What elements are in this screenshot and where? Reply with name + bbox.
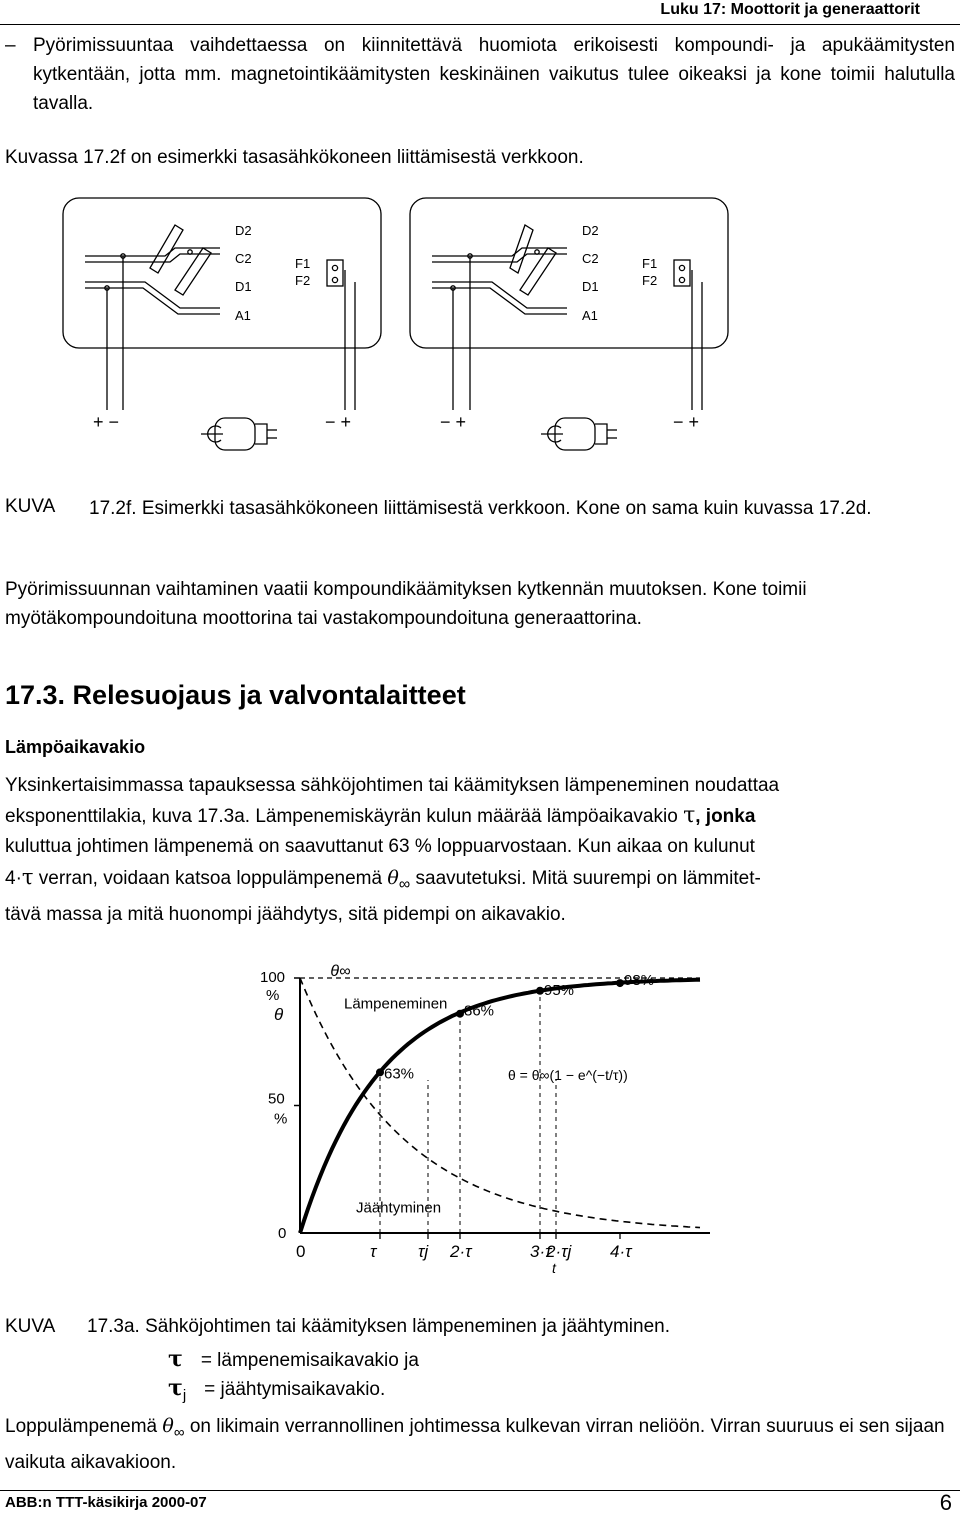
tau-symbol: τ: [683, 803, 696, 828]
section-paragraph: [5, 771, 955, 930]
subheading: Lämpöaikavakio: [5, 737, 146, 757]
link-bar: [150, 225, 183, 273]
running-header: Luku 17: Moottorit ja generaattorit: [660, 1, 920, 18]
supply-polarity: − +: [325, 412, 352, 432]
terminal-label: A1: [582, 308, 598, 323]
x-tick-label: 4·τ: [610, 1242, 632, 1261]
tau-subscript: j: [182, 1386, 187, 1404]
annotation-63: 63%: [384, 1065, 415, 1083]
link-bar: [175, 248, 211, 295]
y-tick-label: 100: [260, 969, 286, 986]
terminal-dot: [332, 277, 337, 282]
heating-point: [456, 1010, 464, 1018]
motor-symbol: [201, 418, 277, 450]
dash-list-item: [5, 31, 955, 118]
x-tick-label: 2·τj: [546, 1242, 572, 1261]
heating-point: [536, 987, 544, 995]
supply-polarity: − +: [673, 412, 700, 432]
terminal-dot: [679, 265, 684, 270]
field-label: F1: [642, 256, 658, 271]
x-axis-label: t: [552, 1260, 556, 1275]
motor-symbol: [541, 418, 617, 450]
annotation-98: 98%: [624, 972, 655, 990]
text-line: eksponenttilakia, kuva 17.3a. Lämpenemiskäyrän kulun määrää lämpöaikavakio τ, jonka: [5, 803, 756, 828]
annotation-86: 86%: [464, 1002, 495, 1020]
annotation-theta-inf: θ∞: [330, 963, 351, 980]
intro-paragraph: Kuvassa 17.2f on esimerkki tasasähkökoneen liittämisestä verkkoon.: [5, 147, 584, 168]
tau-symbol: τ: [21, 865, 34, 889]
figure-caption-text: 17.3a. Sähköjohtimen tai käämityksen lämpeneminen ja jäähtyminen.: [87, 1316, 670, 1337]
x-tick-label: τj: [418, 1242, 429, 1261]
infinity-subscript: ∞: [398, 875, 411, 893]
terminal-label: D2: [235, 223, 252, 238]
bus-line: [85, 254, 220, 262]
series-label-cooling: Jäähtyminen: [356, 1199, 442, 1217]
heating-point: [616, 979, 624, 987]
dash-marker: –: [5, 35, 16, 56]
tau-symbol: τ: [168, 1375, 183, 1401]
terminal-label: C2: [582, 251, 599, 266]
x-tick-label: 3·τ: [530, 1242, 552, 1261]
figure-caption-text: [89, 494, 889, 523]
definition-line: $\tau_j$ = jäähtymisaikavakio.: [168, 1375, 386, 1404]
section-heading: 17.3. Relesuojaus ja valvontalaitteet: [5, 680, 466, 710]
text-line: 4·τ verran, voidaan katsoa loppulämpenemä $\theta_\infty$ saavutetuksi. Mitä suurempi on lämmitet-: [5, 865, 761, 893]
text-line: Yksinkertaisimmassa tapauksessa sähköjohtimen tai käämityksen lämpeneminen noudattaa: [5, 775, 780, 796]
heating-cooling-chart: [250, 955, 730, 1275]
terminal-box-right: [410, 198, 728, 348]
terminal-box-left: [63, 198, 381, 348]
text-line: tävä massa ja mitä huonompi jäähdytys, sitä pidempi on aikavakio.: [5, 903, 566, 925]
infinity-subscript: ∞: [173, 1423, 185, 1441]
series-label-heating: Lämpeneminen: [344, 995, 448, 1013]
x-tick-label: τ: [370, 1242, 377, 1261]
figure-caption-label: KUVA: [5, 496, 56, 517]
terminal-label: D1: [582, 279, 599, 294]
dash-item-text: Pyörimissuuntaa vaihdettaessa on kiinnitettävä huomiota erikoisesti kompoundi- ja apukäämitysten kytkentään, jotta mm. magnetointikäämitysten keskinäinen vaikutus tulee oikeaksi ja kone toimii halutulla tavalla.: [33, 35, 955, 114]
y-axis-label: θ: [274, 1005, 284, 1024]
bus-line: [432, 254, 567, 262]
heating-point: [376, 1068, 384, 1076]
x-tick-label: 2·τ: [450, 1242, 472, 1261]
y-tick-label: 0: [278, 1225, 287, 1242]
formula-label: θ = θ∞(1 − e^(−t/τ)): [508, 1067, 628, 1083]
bus-line: [432, 288, 567, 314]
figure-caption-label: KUVA: [5, 1316, 56, 1337]
definition-line: τ = lämpenemisaikavakio ja: [168, 1346, 419, 1372]
field-label: F2: [295, 273, 311, 288]
terminal-dot: [332, 265, 337, 270]
theta-symbol: θ: [387, 867, 399, 889]
wiring-diagram: [55, 190, 795, 470]
terminal-label: C2: [235, 251, 252, 266]
footer-title: ABB:n TTT-käsikirja 2000-07: [5, 1494, 207, 1511]
field-label: F1: [295, 256, 311, 271]
theta-symbol: θ: [162, 1415, 174, 1437]
field-label: F2: [642, 273, 658, 288]
paragraph: Pyörimissuunnan vaihtaminen vaatii kompoundikäämityksen kytkennän muutoksen. Kone toimii myötäkompoundoituna moottorina tai vastakompoundoituna generaattorina.: [5, 579, 807, 629]
x-tick-label: 0: [296, 1242, 306, 1261]
supply-polarity: + −: [93, 412, 120, 432]
annotation-95: 95%: [544, 981, 575, 999]
tau-symbol: τ: [168, 1346, 183, 1372]
terminal-label: D1: [235, 279, 252, 294]
final-paragraph: Loppulämpenemä $\theta_\infty$ on likimain verrannollinen johtimessa kulkevan virran neliöön. Virran suuruus ei sen sijaan vaikuta aikavakioon.: [5, 1415, 945, 1473]
y-tick-label: %: [274, 1110, 288, 1128]
header-rule: [0, 24, 960, 25]
terminal-label: D2: [582, 223, 599, 238]
y-tick-label: 50: [268, 1090, 285, 1108]
text-line: kuluttua johtimen lämpenemä on saavuttanut 63 % loppuarvostaan. Kun aikaa on kulunut: [5, 836, 755, 857]
terminal-dot: [679, 277, 684, 282]
footer-rule: [0, 1490, 960, 1491]
page-number: 6: [939, 1490, 952, 1515]
supply-polarity: − +: [440, 412, 467, 432]
terminal-label: A1: [235, 308, 251, 323]
bus-line: [85, 288, 220, 314]
cooling-curve: [300, 978, 700, 1228]
y-tick-label: %: [266, 987, 280, 1004]
figure-caption-body: 17.2f. Esimerkki tasasähkökoneen liittämisestä verkkoon. Kone on sama kuin kuvassa 17.2d.: [89, 498, 872, 519]
